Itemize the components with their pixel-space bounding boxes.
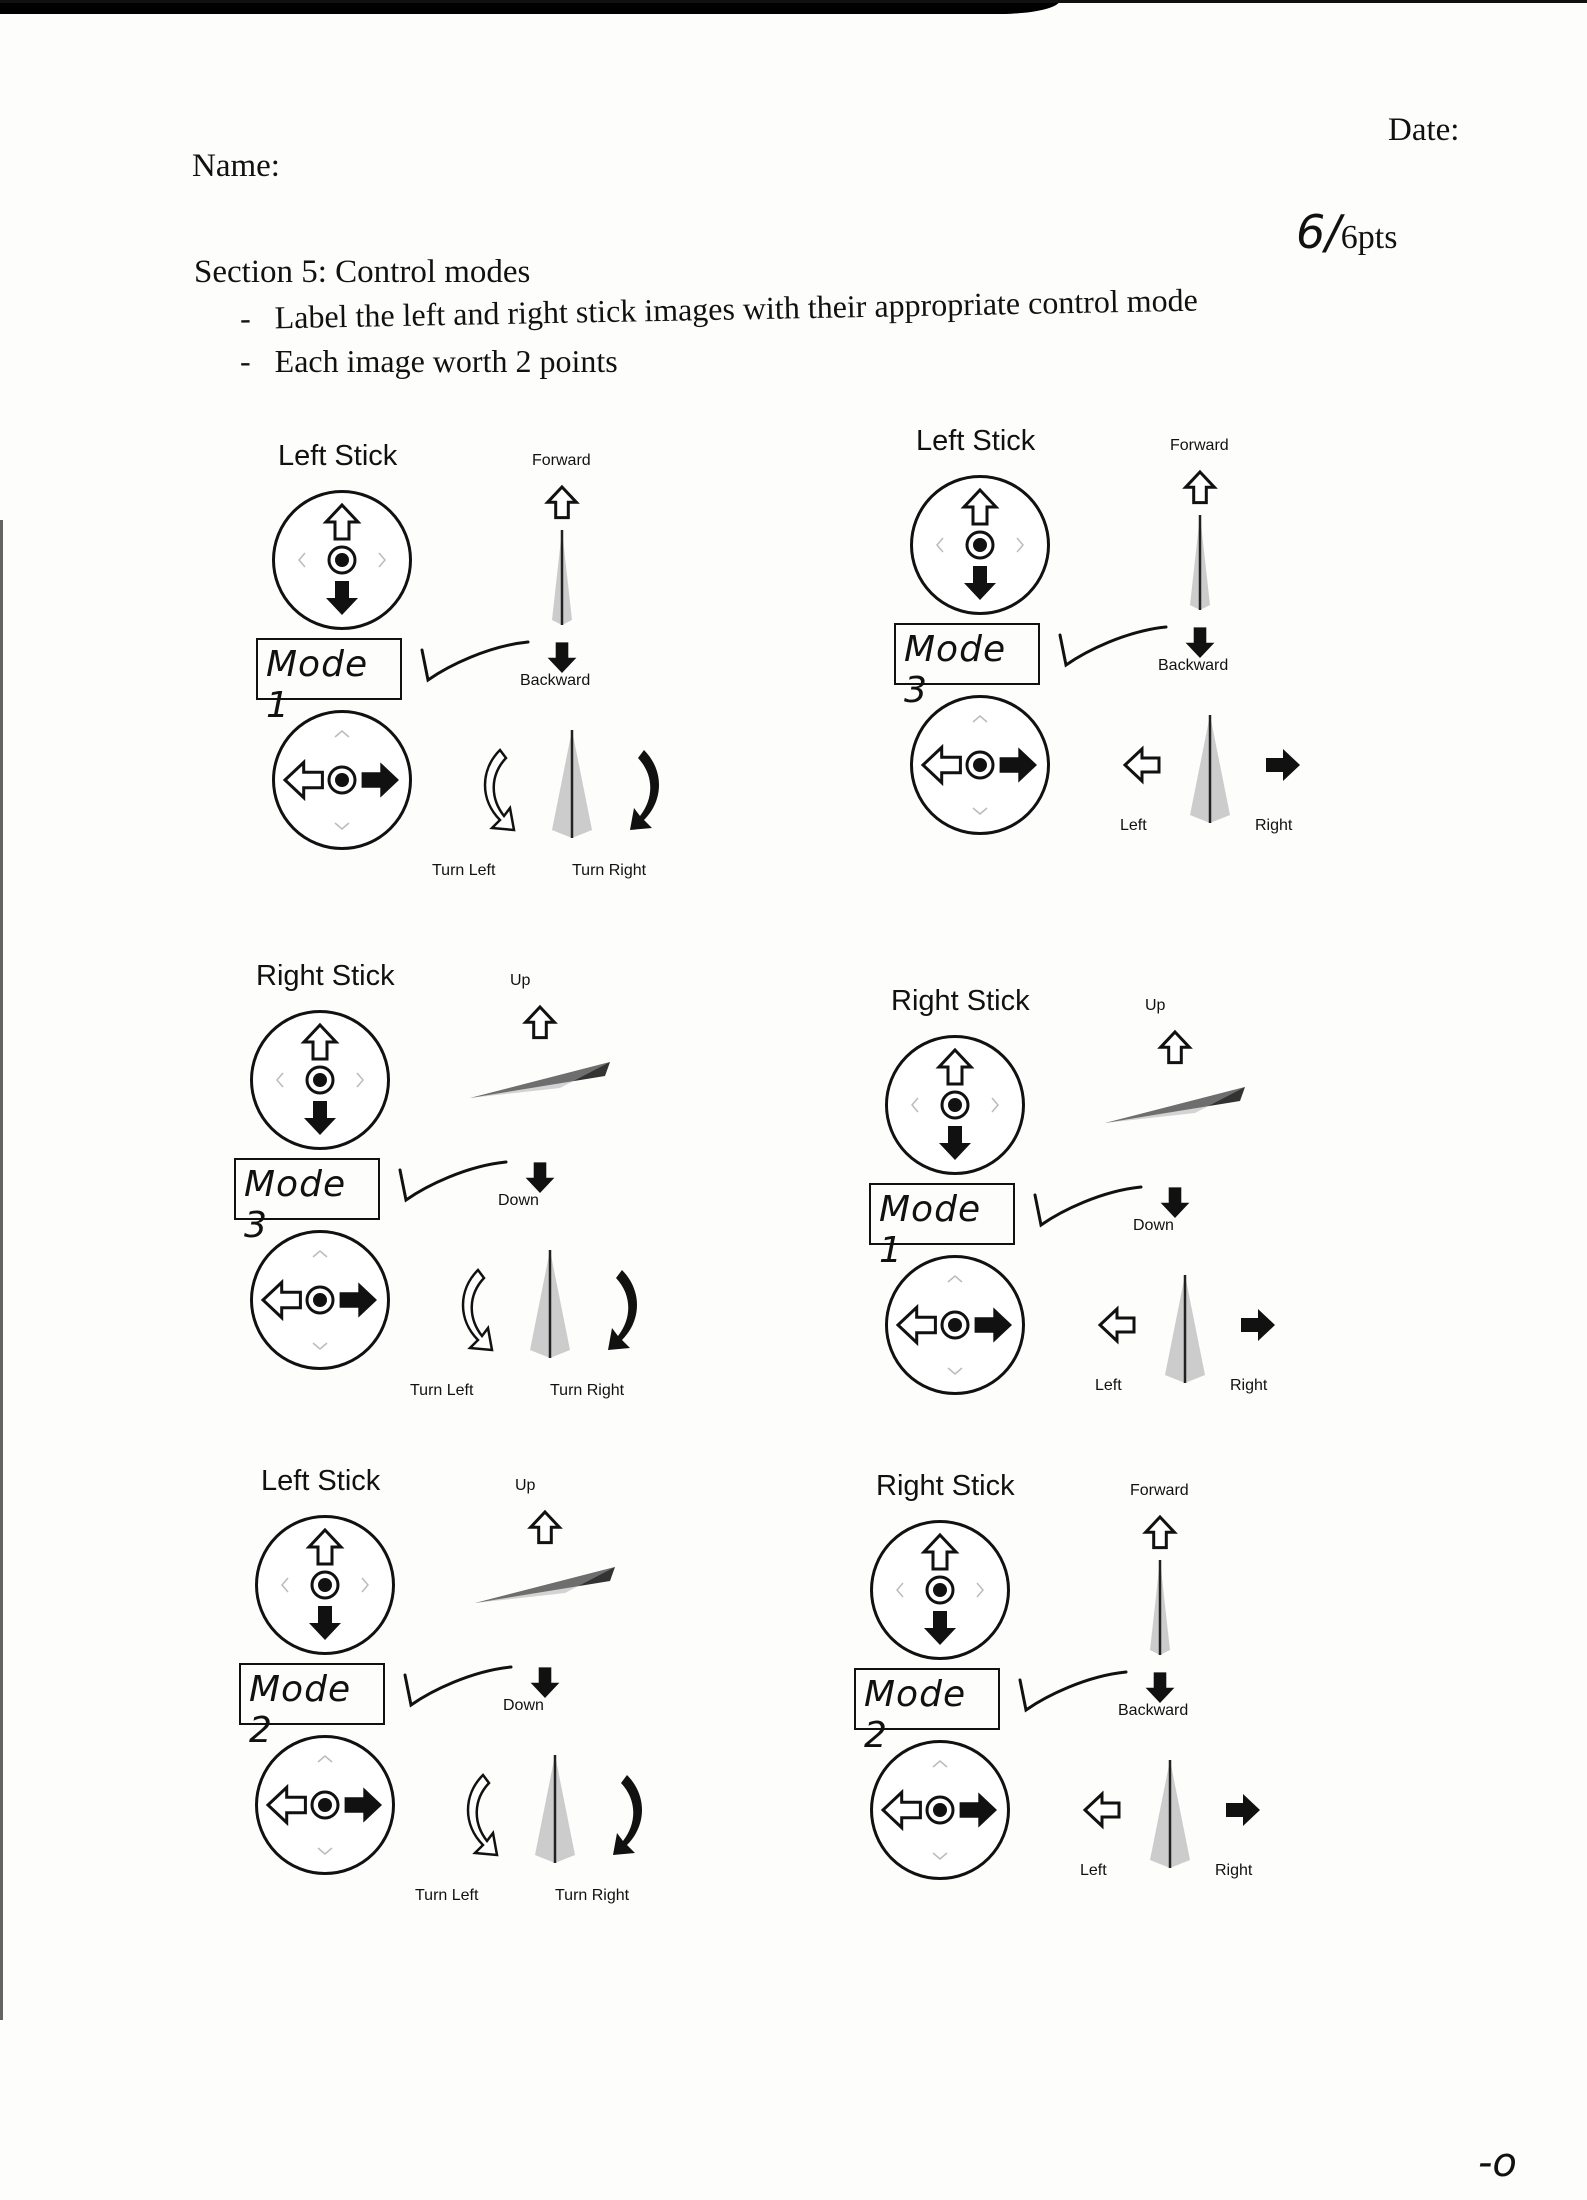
faint-left-chevron-icon xyxy=(277,1073,283,1087)
score-total: 6pts xyxy=(1340,219,1398,256)
stick-dot-icon xyxy=(933,1803,947,1817)
right-arrow-icon xyxy=(1241,1309,1275,1341)
mode-answer-handwritten: Mode 1 xyxy=(879,1189,982,1271)
faint-right-chevron-icon xyxy=(977,1583,983,1597)
left-arrow-icon xyxy=(883,1792,920,1827)
stick-title: Left Stick xyxy=(916,425,1036,457)
joystick-diagram xyxy=(258,1738,392,1872)
joystick-diagram xyxy=(913,698,1047,832)
joystick-diagram xyxy=(873,1523,1007,1657)
footer-mark: -o xyxy=(1478,2140,1517,2186)
left-arrow-icon xyxy=(923,747,960,782)
mode-answer-handwritten: Mode 2 xyxy=(864,1674,967,1756)
bottom-direction-label: Down xyxy=(503,1697,544,1714)
stick-dot-icon xyxy=(318,1798,332,1812)
turn-left-arrow-icon xyxy=(485,750,514,830)
turn-right-arrow-icon xyxy=(613,1775,642,1855)
faint-right-chevron-icon xyxy=(379,553,385,567)
mode-answer-handwritten: Mode 3 xyxy=(904,629,1007,711)
joystick-vertical xyxy=(255,1515,395,1655)
faint-left-chevron-icon xyxy=(299,553,305,567)
bullet-dash: - xyxy=(239,299,251,336)
stick-title: Left Stick xyxy=(278,440,398,472)
faint-up-chevron-icon xyxy=(313,1251,327,1257)
up-arrow-icon xyxy=(548,487,577,518)
up-arrow-icon xyxy=(309,1530,341,1564)
joystick-horizontal xyxy=(250,1230,390,1370)
faint-right-chevron-icon xyxy=(992,1098,998,1112)
mode-answer-box xyxy=(869,1183,1015,1271)
up-arrow-icon xyxy=(526,1007,555,1038)
right-direction-label: Right xyxy=(1215,1862,1253,1879)
control-mode-panel xyxy=(245,1465,805,1935)
faint-left-chevron-icon xyxy=(912,1098,918,1112)
up-arrow-icon xyxy=(964,490,996,524)
joystick-horizontal xyxy=(870,1740,1010,1880)
stick-title: Left Stick xyxy=(261,1465,381,1497)
top-direction-label: Up xyxy=(515,1477,536,1494)
down-arrow-icon xyxy=(1146,1672,1175,1703)
scan-top-line xyxy=(0,0,1587,3)
down-arrow-icon xyxy=(526,1162,555,1193)
left-direction-label: Left xyxy=(1080,1862,1107,1879)
stick-dot-icon xyxy=(948,1098,962,1112)
joystick-diagram xyxy=(913,478,1047,612)
joystick-horizontal xyxy=(910,695,1050,835)
right-arrow-icon xyxy=(1266,749,1300,781)
left-arrow-icon xyxy=(263,1282,300,1317)
left-direction-label: Left xyxy=(1095,1377,1122,1394)
turn-left-arrow-icon xyxy=(468,1775,497,1855)
direction-diagram-top xyxy=(1100,445,1300,645)
up-arrow-icon xyxy=(304,1025,336,1059)
faint-up-chevron-icon xyxy=(318,1756,332,1762)
joystick-diagram xyxy=(258,1518,392,1652)
joystick-diagram xyxy=(275,713,409,847)
joystick-horizontal xyxy=(255,1735,395,1875)
right-direction-label: Right xyxy=(1255,817,1293,834)
left-arrow-icon xyxy=(1100,1309,1134,1341)
down-arrow-icon xyxy=(309,1606,341,1640)
left-direction-label: Turn Left xyxy=(410,1382,474,1399)
joystick-vertical xyxy=(885,1035,1025,1175)
left-arrow-icon xyxy=(898,1307,935,1342)
right-arrow-icon xyxy=(975,1307,1012,1342)
faint-left-chevron-icon xyxy=(282,1578,288,1592)
joystick-diagram xyxy=(888,1038,1022,1172)
faint-right-chevron-icon xyxy=(1017,538,1023,552)
right-direction-label: Turn Right xyxy=(550,1382,625,1399)
down-arrow-icon xyxy=(964,566,996,600)
mode-answer-box xyxy=(239,1663,385,1751)
bottom-direction-label: Backward xyxy=(1158,657,1229,674)
left-arrow-icon xyxy=(1125,749,1159,781)
faint-left-chevron-icon xyxy=(937,538,943,552)
faint-right-chevron-icon xyxy=(357,1073,363,1087)
aircraft-wing-shadow-icon xyxy=(475,1567,615,1603)
right-arrow-icon xyxy=(345,1787,382,1822)
bottom-direction-label: Backward xyxy=(520,672,591,689)
faint-right-chevron-icon xyxy=(362,1578,368,1592)
bottom-direction-label: Backward xyxy=(1118,1702,1189,1719)
stick-dot-icon xyxy=(335,773,349,787)
score-handwritten: 6/ xyxy=(1296,205,1341,259)
stick-title: Right Stick xyxy=(876,1470,1015,1502)
direction-diagram-top xyxy=(1060,1490,1260,1690)
date-label: Date: xyxy=(1388,112,1460,148)
bullet-2 xyxy=(240,343,618,380)
down-arrow-icon xyxy=(924,1611,956,1645)
stick-dot-icon xyxy=(973,758,987,772)
left-direction-label: Turn Left xyxy=(415,1887,479,1904)
down-arrow-icon xyxy=(939,1126,971,1160)
name-label: Name: xyxy=(192,148,280,184)
right-arrow-icon xyxy=(362,762,399,797)
joystick-diagram xyxy=(253,1233,387,1367)
scan-left-edge xyxy=(0,520,3,2020)
left-arrow-icon xyxy=(285,762,322,797)
stick-dot-icon xyxy=(318,1578,332,1592)
faint-left-chevron-icon xyxy=(897,1583,903,1597)
joystick-diagram xyxy=(253,1013,387,1147)
faint-down-chevron-icon xyxy=(973,808,987,814)
bullet-dash: - xyxy=(240,343,251,379)
turn-left-arrow-icon xyxy=(463,1270,492,1350)
down-arrow-icon xyxy=(1161,1187,1190,1218)
faint-up-chevron-icon xyxy=(948,1276,962,1282)
mode-answer-box xyxy=(894,623,1040,711)
bottom-direction-label: Down xyxy=(1133,1217,1174,1234)
mode-answer-box xyxy=(256,638,402,726)
joystick-vertical xyxy=(250,1010,390,1150)
joystick-horizontal xyxy=(272,710,412,850)
faint-up-chevron-icon xyxy=(973,716,987,722)
control-mode-panel xyxy=(900,425,1460,895)
joystick-horizontal xyxy=(885,1255,1025,1395)
stick-dot-icon xyxy=(933,1583,947,1597)
faint-down-chevron-icon xyxy=(933,1853,947,1859)
top-direction-label: Forward xyxy=(1170,437,1229,454)
stick-dot-icon xyxy=(335,553,349,567)
direction-diagram-top xyxy=(440,980,640,1180)
stick-dot-icon xyxy=(313,1073,327,1087)
control-mode-panel xyxy=(240,960,800,1430)
stick-dot-icon xyxy=(948,1318,962,1332)
right-arrow-icon xyxy=(960,1792,997,1827)
stick-dot-icon xyxy=(973,538,987,552)
faint-up-chevron-icon xyxy=(933,1761,947,1767)
right-direction-label: Right xyxy=(1230,1377,1268,1394)
mode-answer-handwritten: Mode 1 xyxy=(266,644,369,726)
bullet-1-text: Label the left and right stick images with their appropriate control mode xyxy=(274,281,1199,336)
turn-right-arrow-icon xyxy=(630,750,659,830)
control-mode-panel xyxy=(875,985,1435,1455)
up-arrow-icon xyxy=(1146,1517,1175,1548)
right-arrow-icon xyxy=(340,1282,377,1317)
joystick-diagram xyxy=(888,1258,1022,1392)
joystick-vertical xyxy=(272,490,412,630)
bullet-2-text: Each image worth 2 points xyxy=(274,343,618,379)
up-arrow-icon xyxy=(1186,472,1215,503)
right-direction-label: Turn Right xyxy=(572,862,647,879)
aircraft-wing-shadow-icon xyxy=(470,1062,610,1098)
left-arrow-icon xyxy=(268,1787,305,1822)
down-arrow-icon xyxy=(326,581,358,615)
right-direction-label: Turn Right xyxy=(555,1887,630,1904)
left-direction-label: Turn Left xyxy=(432,862,496,879)
joystick-vertical xyxy=(910,475,1050,615)
faint-down-chevron-icon xyxy=(948,1368,962,1374)
mode-answer-handwritten: Mode 3 xyxy=(244,1164,347,1246)
up-arrow-icon xyxy=(326,505,358,539)
direction-diagram-top xyxy=(462,460,662,660)
direction-diagram-bottom xyxy=(452,720,692,860)
down-arrow-icon xyxy=(1186,627,1215,658)
turn-right-arrow-icon xyxy=(608,1270,637,1350)
section-title: Section 5: Control modes xyxy=(194,254,531,290)
direction-diagram-bottom xyxy=(430,1240,670,1380)
down-arrow-icon xyxy=(548,642,577,673)
left-direction-label: Left xyxy=(1120,817,1147,834)
joystick-diagram xyxy=(275,493,409,627)
down-arrow-icon xyxy=(304,1101,336,1135)
joystick-vertical xyxy=(870,1520,1010,1660)
direction-diagram-bottom xyxy=(435,1745,675,1885)
direction-diagram-top xyxy=(445,1485,645,1685)
control-mode-panel xyxy=(262,440,822,910)
mode-answer-box xyxy=(234,1158,380,1246)
top-direction-label: Forward xyxy=(532,452,591,469)
faint-down-chevron-icon xyxy=(313,1343,327,1349)
mode-answer-box xyxy=(854,1668,1000,1756)
score xyxy=(1296,205,1397,259)
up-arrow-icon xyxy=(531,1512,560,1543)
stick-title: Right Stick xyxy=(256,960,395,992)
up-arrow-icon xyxy=(939,1050,971,1084)
right-arrow-icon xyxy=(1226,1794,1260,1826)
right-arrow-icon xyxy=(1000,747,1037,782)
up-arrow-icon xyxy=(1161,1032,1190,1063)
faint-up-chevron-icon xyxy=(335,731,349,737)
stick-title: Right Stick xyxy=(891,985,1030,1017)
joystick-diagram xyxy=(873,1743,1007,1877)
down-arrow-icon xyxy=(531,1667,560,1698)
direction-diagram-top xyxy=(1075,1005,1275,1205)
stick-dot-icon xyxy=(313,1293,327,1307)
faint-down-chevron-icon xyxy=(335,823,349,829)
top-direction-label: Up xyxy=(510,972,531,989)
bottom-direction-label: Down xyxy=(498,1192,539,1209)
mode-answer-handwritten: Mode 2 xyxy=(249,1669,352,1751)
top-direction-label: Forward xyxy=(1130,1482,1189,1499)
aircraft-wing-shadow-icon xyxy=(1105,1087,1245,1123)
faint-down-chevron-icon xyxy=(318,1848,332,1854)
up-arrow-icon xyxy=(924,1535,956,1569)
control-mode-panel xyxy=(860,1470,1420,1940)
left-arrow-icon xyxy=(1085,1794,1119,1826)
top-direction-label: Up xyxy=(1145,997,1166,1014)
